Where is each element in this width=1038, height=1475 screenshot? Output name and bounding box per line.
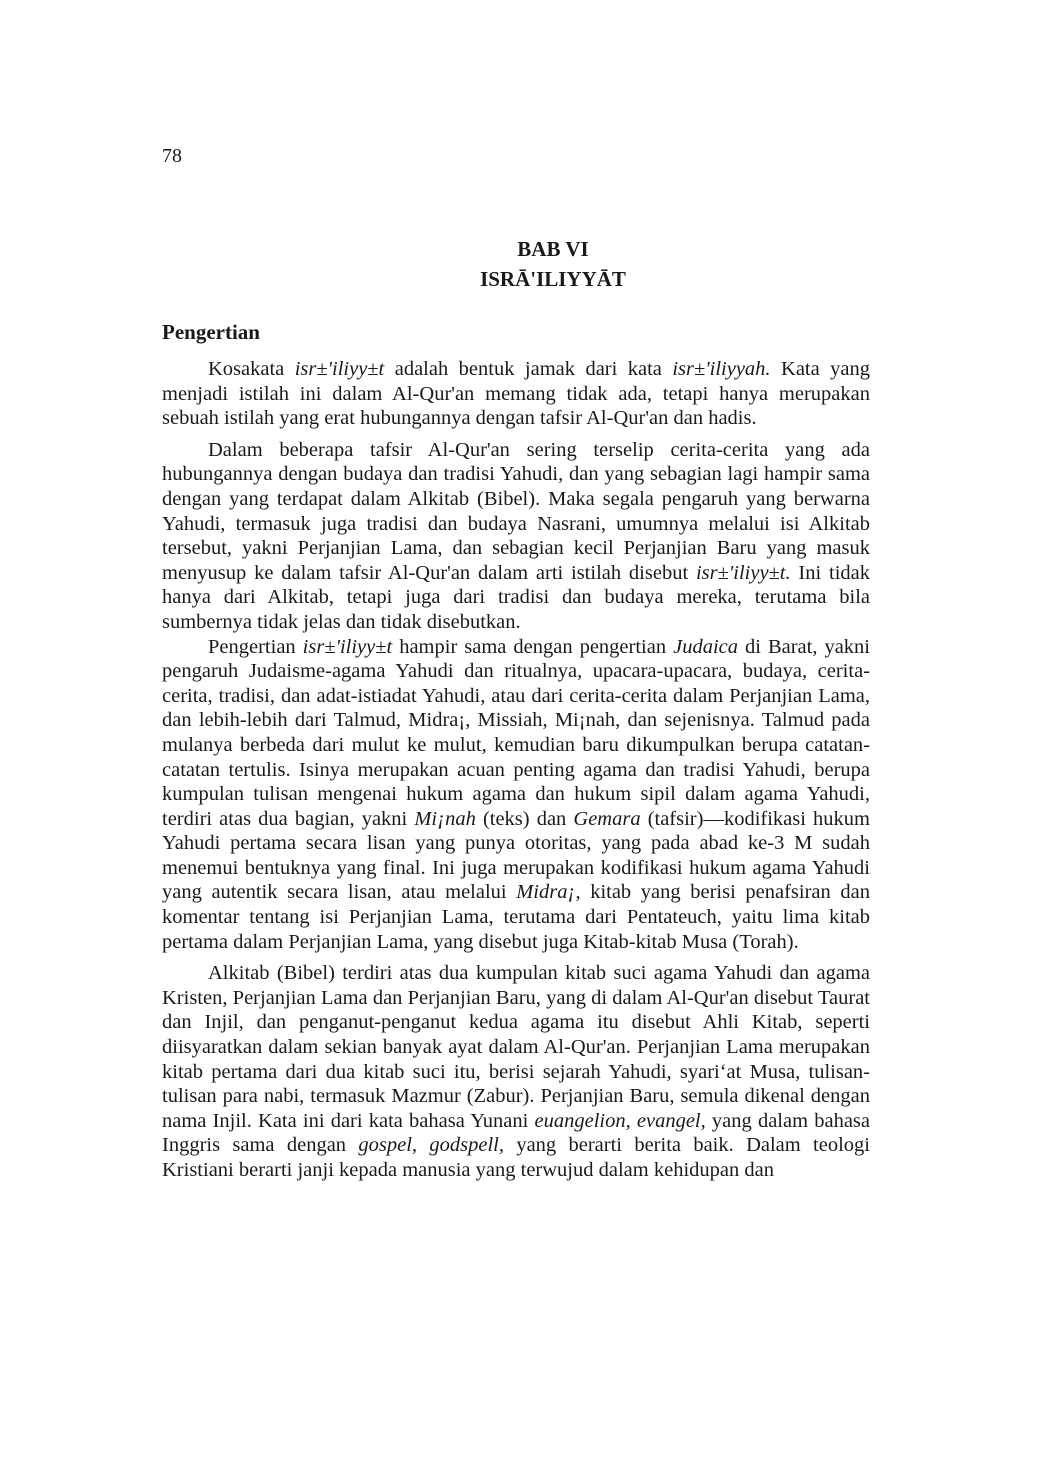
text-run: , kitab yang berisi penafsiran dan komentar tentang isi Perjanjian Lama, terutama dari Pentateuch, yaitu lima kitab pertama dalam Perjanjian Lama, yang disebut juga Kitab-kitab Musa (Torah). — [162, 881, 870, 953]
text-run: Pengertian — [208, 635, 303, 658]
italic-term: isr±'iliyy±t. — [695, 561, 791, 584]
text-run: Kata yang menjadi istilah ini dalam Al-Qur'an memang tidak ada, tetapi hanya merupakan sebuah istilah yang erat hubungannya dengan tafsir Al-Qur'an dan hadis. — [162, 358, 871, 430]
italic-term: isr±'iliyy±t — [294, 358, 385, 380]
text-run: (tafsir)—kodifikasi hukum Yahudi pertama secara lisan yang punya otoritas, yang pada abad ke-3 M sudah menemui bentuknya yang final. Ini juga merupakan kodifikasi hukum agama Yahudi yang autentik secara lisan, atau melalui — [162, 807, 870, 904]
italic-term: Midra¡ — [516, 881, 576, 904]
italic-term: gospel, godspell, — [358, 1134, 504, 1157]
italic-term: isr±'iliyyah. — [672, 358, 771, 380]
text-run: hampir sama dengan pengertian — [392, 635, 674, 658]
chapter-title: ISRĀ'ILIYYĀT — [480, 267, 626, 291]
italic-term: euangelion, evangel, — [534, 1109, 706, 1132]
chapter-heading — [0, 234, 1038, 294]
italic-term: Gemara — [573, 807, 641, 830]
italic-term: Judaica — [673, 635, 738, 658]
page-number: 78 — [162, 145, 182, 167]
section-title: Pengertian — [162, 320, 260, 344]
text-run: yang dalam bahasa Inggris sama dengan — [162, 1109, 870, 1157]
chapter-label: BAB VI — [517, 237, 589, 261]
text-run: yang berarti berita baik. Dalam teologi Kristiani berarti janji kepada manusia yang terwujud dalam kehidupan dan — [162, 1134, 870, 1181]
text-run: adalah bentuk jamak dari kata — [384, 358, 673, 380]
text-run: di Barat, yakni pengaruh Judaisme-agama Yahudi dan ritualnya, upacara-upacara, budaya, cerita-cerita, tradisi, dan adat-istiadat Yahudi, atau dari cerita-cerita dalam Perjanjian Lama, dan lebih-lebih dari Talmud, Midra¡, Missiah, Mi¡nah, dan sejenisnya. Talmud pada mulanya berbeda dari mulut ke mulut, kemudian baru dikumpulkan berupa catatan-catatan tertulis. Isinya merupakan acuan penting agama dan tradisi Yahudi, berupa kumpulan tulisan mengenai hukum agama dan hukum sipil dalam agama Yahudi, terdiri atas dua bagian, yakni — [162, 635, 870, 830]
text-run: Ini tidak hanya dari Alkitab, tetapi juga dari tradisi dan budaya mereka, terutama bila sumbernya tidak jelas dan tidak disebutkan. — [162, 561, 871, 633]
text-run: (teks) dan — [475, 807, 574, 830]
paragraph-3 — [162, 635, 870, 955]
text-run: Alkitab (Bibel) terdiri atas dua kumpulan kitab suci agama Yahudi dan agama Kristen, Perjanjian Lama dan Perjanjian Baru, yang di dalam Al-Qur'an disebut Taurat dan Injil, dan penganut-penganut kedua agama itu disebut Ahli Kitab, seperti diisyaratkan dalam sekian banyak ayat dalam Al-Qur'an. Perjanjian Lama merupakan kitab pertama dari dua kitab suci itu, berisi sejarah Yahudi, syari‘at Musa, tulisan-tulisan para nabi, termasuk Mazmur (Zabur). Perjanjian Baru, semula dikenal dengan nama Injil. Kata ini dari kata bahasa Yunani — [162, 962, 870, 1132]
text-run: Kosakata — [208, 358, 295, 380]
italic-term: Mi¡nah — [414, 807, 476, 830]
paragraph-1 — [162, 357, 870, 431]
paragraph-4 — [162, 961, 870, 1182]
body-text — [162, 357, 870, 1183]
paragraph-2 — [162, 438, 870, 635]
text-run: Dalam beberapa tafsir Al-Qur'an sering terselip cerita-cerita yang ada hubungannya dengan budaya dan tradisi Yahudi, dan yang sebagian lagi hampir sama dengan yang terdapat dalam Alkitab (Bibel). Maka segala pengaruh yang berwarna Yahudi, termasuk juga tradisi dan budaya Nasrani, umumnya melalui isi Alkitab tersebut, yakni Perjanjian Lama, dan sebagian kecil Perjanjian Baru yang masuk menyusup ke dalam tafsir Al-Qur'an dalam arti istilah disebut — [162, 438, 870, 584]
italic-term: isr±'iliyy±t — [302, 635, 393, 658]
